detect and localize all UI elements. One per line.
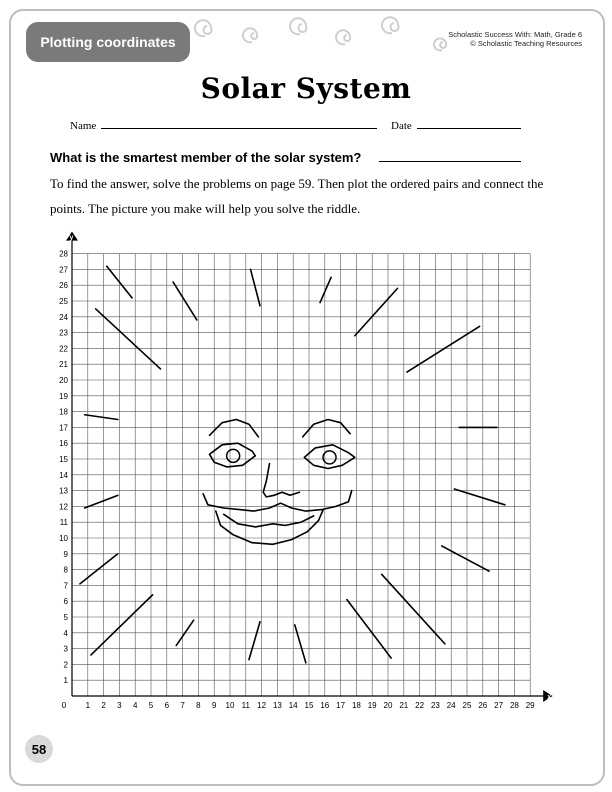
- x-tick-label: 3: [117, 701, 122, 710]
- y-tick-label: 2: [63, 660, 68, 670]
- x-tick-label: 0: [61, 701, 67, 710]
- sun-ray: [91, 595, 153, 655]
- sun-ray: [355, 288, 398, 335]
- y-tick-label: 18: [59, 407, 68, 417]
- x-tick-label: 7: [180, 701, 185, 710]
- y-tick-label: 5: [63, 613, 68, 622]
- date-label: Date: [391, 120, 412, 132]
- y-tick-label: 7: [63, 581, 68, 591]
- y-tick-label: 3: [63, 644, 68, 654]
- y-tick-label: 15: [59, 455, 68, 464]
- x-tick-label: 10: [225, 701, 235, 710]
- y-tick-label: 25: [59, 297, 68, 306]
- x-tick-label: 8: [196, 701, 201, 710]
- left-eye: [210, 443, 256, 467]
- y-tick-label: 27: [59, 265, 68, 275]
- x-tick-label: 27: [494, 701, 504, 710]
- sun-ray: [295, 625, 306, 663]
- y-tick-label: 20: [59, 376, 68, 385]
- x-tick-label: 28: [509, 701, 519, 710]
- x-tick-label: 14: [288, 701, 298, 710]
- y-tick-label: 23: [59, 328, 68, 338]
- sun-ray: [251, 269, 260, 305]
- instructions: To find the answer, solve the problems on page 59. Then plot the ordered pairs and connect the points. The picture you make will help you solve the riddle.: [50, 176, 544, 216]
- mouth-inner: [224, 514, 314, 527]
- page-number: 58: [25, 735, 53, 763]
- y-tick-label: 9: [63, 549, 68, 559]
- y-tick-label: 28: [59, 249, 68, 259]
- right-eye: [304, 445, 355, 469]
- credit-line-1: Scholastic Success With: Math, Grade 6: [448, 30, 582, 39]
- sun-ray: [80, 554, 118, 584]
- credit-line-2: © Scholastic Teaching Resources: [470, 39, 582, 48]
- nose: [263, 464, 282, 497]
- y-tick-label: 4: [63, 628, 68, 638]
- left-eyebrow: [210, 420, 259, 437]
- y-tick-label: 8: [63, 565, 68, 575]
- y-tick-label: 6: [63, 597, 68, 607]
- y-tick-label: 22: [59, 344, 68, 354]
- nose-curve: [282, 492, 299, 495]
- sun-ray: [85, 495, 118, 508]
- y-tick-label: 19: [59, 391, 68, 401]
- sun-ray: [320, 277, 331, 302]
- x-tick-label: 11: [241, 701, 250, 710]
- sun-ray: [454, 489, 505, 505]
- sun-ray: [249, 622, 260, 660]
- y-axis-label: y: [69, 234, 74, 242]
- x-tick-label: 13: [272, 701, 282, 710]
- y-tick-label: 24: [59, 312, 68, 322]
- name-label: Name: [70, 120, 97, 132]
- x-tick-label: 12: [257, 701, 267, 710]
- riddle-text: What is the smartest member of the solar system?: [50, 150, 362, 165]
- x-axis-label: x: [547, 694, 552, 701]
- sun-ray: [347, 600, 391, 658]
- x-tick-label: 25: [462, 701, 472, 710]
- x-tick-label: 19: [367, 701, 377, 710]
- x-tick-label: 22: [415, 701, 425, 710]
- y-tick-label: 11: [59, 518, 68, 528]
- x-tick-label: 23: [430, 701, 440, 710]
- y-tick-label: 26: [59, 281, 68, 291]
- x-tick-label: 1: [85, 701, 91, 710]
- x-tick-label: 5: [148, 701, 154, 710]
- y-tick-label: 13: [59, 486, 68, 496]
- x-tick-label: 4: [132, 701, 138, 710]
- x-tick-label: 9: [211, 701, 217, 710]
- y-tick-label: 14: [59, 470, 68, 480]
- section-tab: Plotting coordinates: [26, 22, 190, 62]
- left-pupil: [227, 449, 240, 462]
- x-tick-label: 20: [383, 701, 393, 710]
- x-tick-label: 24: [446, 701, 456, 710]
- x-tick-label: 17: [336, 701, 346, 710]
- x-tick-label: 2: [101, 701, 106, 710]
- x-tick-label: 21: [399, 701, 409, 710]
- y-tick-label: 16: [59, 439, 68, 449]
- x-tick-label: 18: [351, 701, 361, 710]
- y-tick-label: 21: [59, 360, 68, 370]
- sun-ray: [442, 546, 489, 571]
- page-title: Solar System: [200, 72, 412, 105]
- x-tick-label: 16: [320, 701, 330, 710]
- x-tick-label: 29: [525, 701, 535, 710]
- y-tick-label: 1: [63, 676, 68, 686]
- sun-ray: [407, 326, 480, 372]
- mouth-outer: [216, 510, 323, 545]
- x-tick-label: 6: [164, 701, 170, 710]
- y-tick-label: 12: [59, 502, 68, 512]
- y-tick-label: 17: [59, 423, 68, 433]
- x-tick-label: 26: [478, 701, 488, 710]
- y-tick-label: 10: [59, 534, 68, 543]
- sun-ray: [85, 415, 118, 420]
- right-eyebrow: [303, 420, 350, 437]
- x-tick-label: 15: [304, 701, 314, 710]
